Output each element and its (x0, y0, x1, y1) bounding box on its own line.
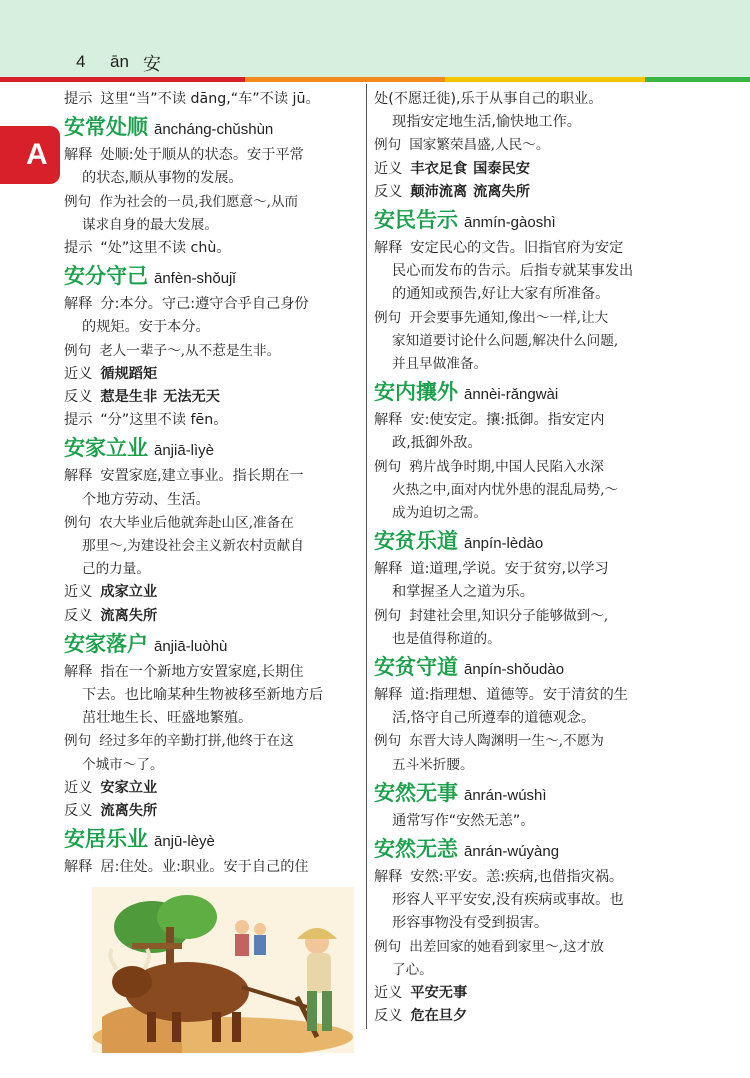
entry-pinyin: ānfèn-shǒujǐ (154, 270, 236, 288)
tip-line: 提示 “处”这里不读 chù。 (64, 240, 231, 257)
color-stripe-green (645, 77, 750, 82)
definition-line: 的规矩。安于本分。 (82, 319, 210, 336)
definition-line: 民心而发布的告示。后指专就某事发出 (392, 263, 634, 280)
example-line: 例句 出差回家的她看到家里～,这才放 (374, 938, 604, 955)
entry-headword: 安然无事 (374, 779, 458, 805)
section-tab[interactable] (0, 126, 60, 184)
entry-pinyin: ānmín-gàoshì (464, 214, 556, 232)
page-header (0, 0, 750, 77)
definition-line: 现指安定地生活,愉快地工作。 (392, 114, 581, 131)
column-divider (366, 84, 367, 1029)
farmer-plowing-illustration (92, 887, 354, 1053)
synonym-line: 近义 成家立业 (64, 584, 158, 601)
example-line: 了心。 (392, 961, 433, 978)
entry (64, 262, 360, 432)
tip-line: 提示 “分”这里不读 fēn。 (64, 412, 228, 429)
definition-line: 形容事物没有受到损害。 (392, 915, 549, 932)
example-line: 己的力量。 (82, 561, 150, 578)
definition-line: 政,抵御外敌。 (392, 435, 482, 452)
entry (374, 378, 692, 525)
entry-headword: 安居乐业 (64, 826, 148, 852)
example-line: 那里～,为建设社会主义新农村贡献自 (82, 538, 304, 555)
definition-line: 解释 指在一个新地方安置家庭,长期住 (64, 663, 304, 680)
entry-continuation (374, 88, 692, 204)
definition-line: 解释 道:指理想、道德等。安于清贫的生 (374, 687, 628, 704)
entry-pinyin: ānrán-wúshì (464, 786, 547, 804)
example-line: 火热之中,面对内忧外患的混乱局势,～ (392, 481, 619, 498)
entry (374, 206, 692, 376)
entry-headword: 安家落户 (64, 630, 148, 656)
definition-line: 的通知或预告,好让大家有所准备。 (392, 286, 610, 303)
antonym-line: 反义 颠沛流离 流离失所 (374, 183, 530, 200)
definition-line: 个地方劳动、生活。 (82, 491, 210, 508)
color-stripe-red (0, 77, 245, 82)
entry (374, 527, 692, 651)
header-pinyin: ān (110, 52, 129, 71)
definition-line: 茁壮地生长、旺盛地繁殖。 (82, 710, 253, 727)
entry-pinyin: āncháng-chǔshùn (154, 121, 274, 139)
synonym-line: 近义 循规蹈矩 (64, 365, 158, 382)
example-line: 成为迫切之需。 (392, 505, 488, 522)
example-line: 例句 农大毕业后他就奔赴山区,准备在 (64, 514, 294, 531)
entry (64, 630, 360, 823)
entry-pinyin: ānpín-shǒudào (464, 661, 565, 679)
example-line: 也是值得称道的。 (392, 630, 501, 647)
entry-pinyin: ānjiā-luòhù (154, 637, 228, 655)
example-line: 五斗米折腰。 (392, 756, 474, 773)
antonym-line: 反义 惹是生非 无法无天 (64, 389, 220, 406)
definition-line: 解释 安然:平安。恙:疾病,也借指灾祸。 (374, 869, 624, 886)
definition-line: 解释 安定民心的文告。旧指官府为安定 (374, 240, 624, 257)
definition-line: 活,恪守自己所遵奉的道德观念。 (392, 710, 596, 727)
entry (64, 113, 360, 260)
definition-line: 和掌握圣人之道为乐。 (392, 584, 534, 601)
definition-line: 解释 居:住处。业:职业。安于自己的住 (64, 859, 309, 876)
example-line: 例句 经过多年的辛勤打拼,他终于在这 (64, 733, 294, 750)
example-line: 例句 开会要事先通知,像出～一样,让大 (374, 309, 609, 326)
synonym-line: 近义 平安无事 (374, 985, 468, 1002)
entry-headword: 安然无恙 (374, 836, 458, 862)
entry (374, 779, 692, 833)
example-line: 家知道要讨论什么问题,解决什么问题, (392, 332, 619, 349)
entry-pinyin: ānrán-wúyàng (464, 843, 560, 861)
entry (64, 825, 360, 1053)
example-line: 谋求自身的最大发展。 (82, 216, 218, 233)
left-column (64, 88, 360, 1053)
color-stripe-yellow (445, 77, 645, 82)
entry-headword: 安家立业 (64, 435, 148, 461)
synonym-line: 近义 安家立业 (64, 779, 158, 796)
color-stripe-orange (245, 77, 445, 82)
example-line: 例句 老人一辈子～,从不惹是生非。 (64, 342, 281, 359)
example-line: 并且早做准备。 (392, 356, 488, 373)
definition-line: 的状态,顺从事物的发展。 (82, 170, 243, 187)
right-column (374, 88, 692, 1029)
antonym-line: 反义 危在旦夕 (374, 1008, 468, 1025)
example-line: 例句 国家繁荣昌盛,人民～。 (374, 137, 550, 154)
entry-headword: 安贫守道 (374, 654, 458, 680)
definition-line: 下去。也比喻某种生物被移至新地方后 (82, 687, 324, 704)
entry-headword: 安常处顺 (64, 114, 148, 140)
example-line: 个城市～了。 (82, 756, 164, 773)
definition-line: 解释 安:使安定。攘:抵御。指安定内 (374, 412, 605, 429)
note-line: 通常写作“安然无恙”。 (392, 812, 535, 829)
entry-pinyin: ānjū-lèyè (154, 833, 215, 851)
synonym-line: 近义 丰衣足食 国泰民安 (374, 160, 530, 177)
example-line: 例句 封建社会里,知识分子能够做到～, (374, 607, 609, 624)
entry-headword: 安贫乐道 (374, 528, 458, 554)
example-line: 例句 作为社会的一员,我们愿意～,从而 (64, 193, 299, 210)
entry-headword: 安民告示 (374, 207, 458, 233)
entry (374, 653, 692, 777)
definition-line: 处(不愿迁徙),乐于从事自己的职业。 (374, 91, 603, 107)
definition-line: 解释 安置家庭,建立事业。指长期在一 (64, 468, 304, 485)
entry-headword: 安内攘外 (374, 379, 458, 405)
section-tab-letter: A (26, 138, 48, 171)
example-line: 例句 东晋大诗人陶渊明一生～,不愿为 (374, 733, 604, 750)
entry-headword: 安分守己 (64, 263, 148, 289)
entry (374, 835, 692, 1028)
definition-line: 解释 道:道理,学说。安于贫穷,以学习 (374, 561, 609, 578)
antonym-line: 反义 流离失所 (64, 803, 158, 820)
entry-pinyin: ānpín-lèdào (464, 535, 544, 553)
intro-tip: 提示 这里“当”不读 dāng,“车”不读 jū。 (64, 91, 320, 107)
entry (64, 434, 360, 627)
example-line: 例句 鸦片战争时期,中国人民陷入水深 (374, 458, 604, 475)
entry-pinyin: ānnèi-rǎngwài (464, 386, 559, 404)
header-character: 安 (143, 54, 161, 75)
antonym-line: 反义 流离失所 (64, 607, 158, 624)
definition-line: 解释 处顺:处于顺从的状态。安于平常 (64, 147, 304, 164)
definition-line: 解释 分:本分。守己:遵守合乎自己身份 (64, 296, 309, 313)
page-number: 4 (76, 52, 86, 71)
definition-line: 形容人平平安安,没有疾病或事故。也 (392, 892, 624, 909)
entry-pinyin: ānjiā-lìyè (154, 442, 215, 460)
